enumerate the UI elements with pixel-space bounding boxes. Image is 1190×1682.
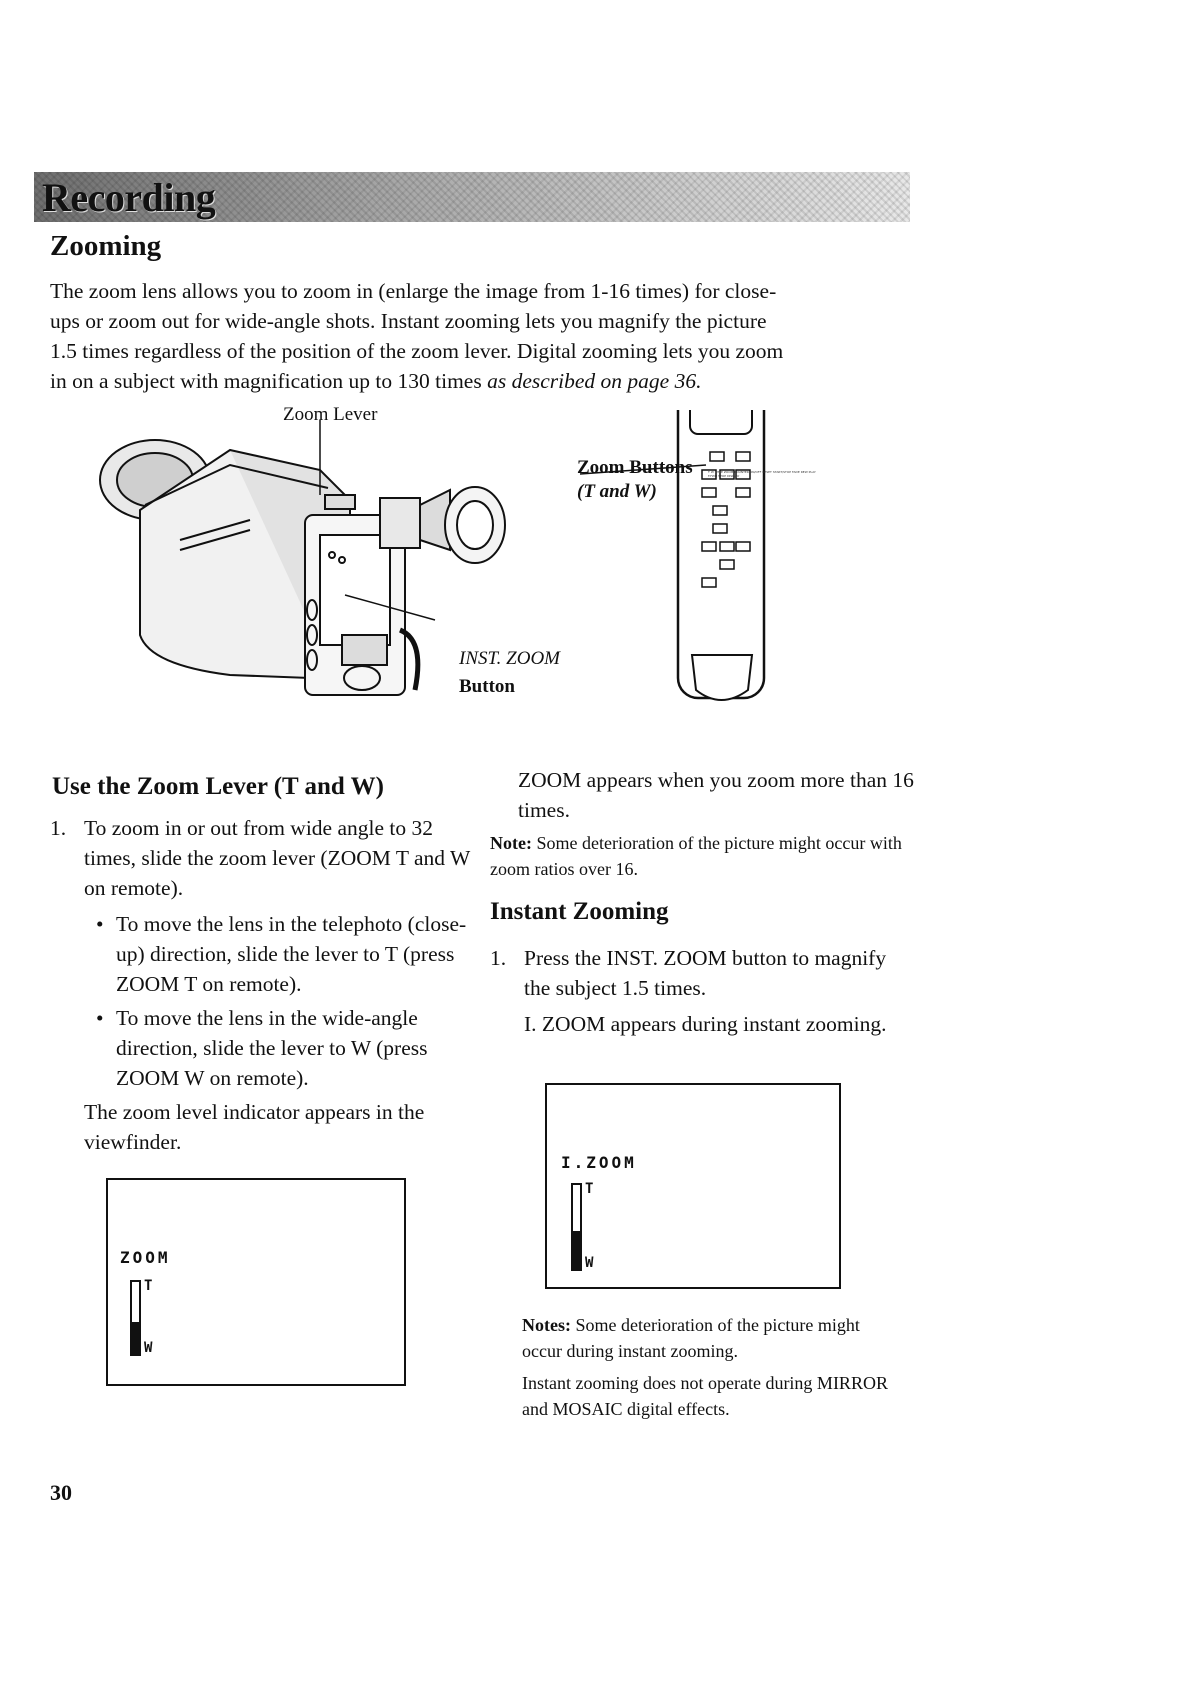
- indicator-text-block: [50, 1097, 470, 1157]
- viewfinder-display-izoom: [545, 1083, 841, 1289]
- remote-key-rew: REW: [800, 470, 808, 474]
- remote-key-reset: RESET: [762, 470, 772, 474]
- intro-line-1: The zoom lens allows you to zoom in (enlarge the image from 1-16 times) for close-: [50, 279, 777, 303]
- intro-paragraph: [50, 276, 900, 396]
- banner-title: Recording: [42, 175, 216, 220]
- izoom-level-fill: [573, 1231, 580, 1269]
- instant-step-1: [490, 943, 890, 1039]
- notes-block: [522, 1312, 902, 1422]
- zoom-level-bar: [130, 1280, 141, 1356]
- remote-key-labels: [708, 470, 818, 610]
- remote-key-onoff: ON/OFF: [749, 470, 762, 474]
- izoom-level-bar: [571, 1183, 582, 1271]
- intro-line-4: [50, 366, 900, 396]
- bullet-wide-angle: • To move the lens in the wide-angle direction, slide the lever to W (press ZOOM W on remote).: [84, 1003, 470, 1093]
- remote-key-w: W: [710, 470, 714, 474]
- remote-key-display: DISPLAY: [727, 474, 740, 478]
- right-steps: [490, 943, 890, 1039]
- zoom-appears-text: [518, 765, 918, 825]
- page-title: Zooming: [50, 230, 162, 262]
- inst-zoom-label-text: INST. ZOOM: [459, 648, 560, 669]
- remote-key-fade: FADE: [792, 470, 800, 474]
- page-number: 30: [50, 1480, 72, 1505]
- note-block: [490, 830, 910, 882]
- instant-step-1-sub: I. ZOOM appears during instant zooming.: [524, 1012, 887, 1036]
- zoom-buttons-label: Zoom Buttons: [577, 457, 693, 478]
- remote-key-counter: COUNTER: [734, 470, 749, 474]
- intro-line-2: ups or zoom out for wide-angle shots. Instant zooming lets you magnify the picture: [50, 309, 767, 333]
- intro-line-4-text: in on a subject with magnification up to 130 times: [50, 369, 488, 393]
- note-label: Note:: [490, 833, 532, 853]
- step-1: [50, 813, 470, 1093]
- page-reference: as described on page 36.: [487, 369, 702, 393]
- remote-key-t: T: [708, 470, 710, 474]
- zoom-appears-line: ZOOM appears when you zoom more than 16 times.: [518, 768, 914, 822]
- remote-key-ffwd: F.FWD: [708, 474, 718, 478]
- zoom-bullets: [84, 909, 470, 1093]
- inst-zoom-label: [459, 648, 560, 670]
- note-text: Some deterioration of the picture might occur with zoom ratios over 16.: [490, 833, 902, 879]
- notes-label: Notes:: [522, 1315, 571, 1335]
- zoom-lever-heading: Use the Zoom Lever (T and W): [52, 773, 384, 800]
- notes-line-1: [522, 1312, 902, 1364]
- instant-zooming-heading: Instant Zooming: [490, 898, 669, 925]
- izoom-level-t: T: [585, 1181, 594, 1197]
- remote-key-zoom: ZOOM: [723, 470, 734, 474]
- zoom-level-w: W: [144, 1340, 153, 1356]
- remote-key-title: TITLE: [714, 470, 723, 474]
- remote-key-stop: STOP: [718, 474, 727, 478]
- zoom-level-t: T: [144, 1278, 153, 1294]
- intro-line-3: 1.5 times regardless of the position of the zoom lever. Digital zooming lets you zoom: [50, 339, 784, 363]
- indicator-text: The zoom level indicator appears in the viewfinder.: [84, 1100, 425, 1154]
- zoom-level-fill: [132, 1322, 139, 1354]
- notes-text-2: Instant zooming does not operate during MIRROR and MOSAIC digital effects.: [522, 1373, 888, 1419]
- viewfinder-display-zoom: [106, 1178, 406, 1386]
- remote-key-play: PLAY: [808, 470, 816, 474]
- viewfinder-zoom-label: ZOOM: [120, 1248, 171, 1267]
- instant-step-1-number: 1.: [490, 946, 507, 970]
- zoom-buttons-sub-text: (T and W): [577, 481, 657, 502]
- section-banner: [34, 172, 910, 222]
- viewfinder-izoom-label: I.ZOOM: [561, 1153, 637, 1172]
- instant-step-1-text: Press the INST. ZOOM button to magnify the subject 1.5 times.: [524, 946, 887, 1000]
- step-1-number: 1.: [50, 816, 67, 840]
- inst-zoom-sub: Button: [459, 676, 515, 697]
- zoom-buttons-sub: [577, 481, 657, 503]
- notes-text-1: Some deterioration of the picture might occur during instant zooming.: [522, 1315, 860, 1361]
- remote-key-startstop: START/STOP: [772, 470, 792, 474]
- izoom-level-w: W: [585, 1255, 594, 1271]
- step-1-text: To zoom in or out from wide angle to 32 times, slide the zoom lever (ZOOM T and W on remote).: [84, 816, 470, 900]
- left-steps: [50, 813, 470, 1157]
- bullet-telephoto: • To move the lens in the telephoto (close-up) direction, slide the lever to T (press ZOOM T on remote).: [84, 909, 470, 999]
- zoom-lever-label: Zoom Lever: [283, 404, 378, 425]
